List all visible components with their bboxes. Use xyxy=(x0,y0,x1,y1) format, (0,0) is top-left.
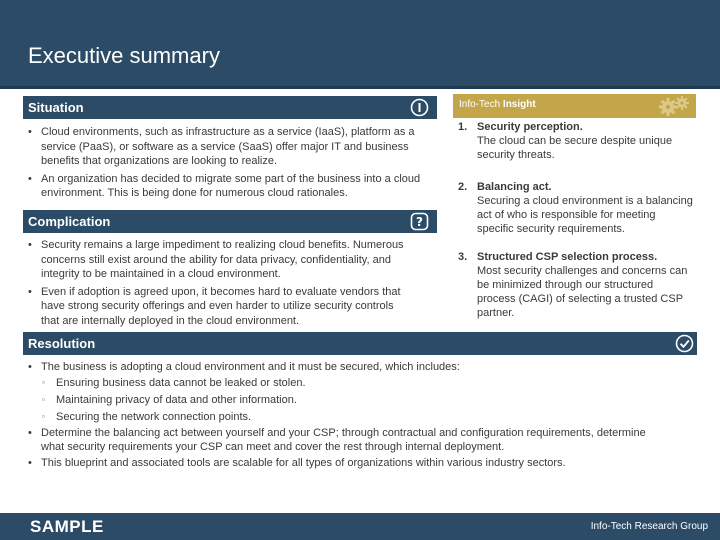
insight-item-heading: Balancing act. xyxy=(477,181,552,193)
insight-item xyxy=(458,180,694,236)
gears-icon xyxy=(657,94,691,123)
situation-title: Situation xyxy=(28,100,84,115)
list-item: • Security remains a large impediment to realizing cloud benefits. Numerous concerns still exist around the ability for data privacy, confidentiality, and integrity to be maintained in a cloud environment. xyxy=(28,238,414,282)
list-item: • This blueprint and associated tools are scalable for all types of organizations within various industry sectors. xyxy=(28,456,668,470)
situation-bullets xyxy=(28,125,428,204)
svg-text:?: ? xyxy=(416,215,423,229)
insight-bar xyxy=(453,94,696,118)
insight-item xyxy=(458,250,694,320)
title-banner xyxy=(0,0,720,89)
insight-label-prefix: Info-Tech xyxy=(459,99,501,110)
info-icon xyxy=(410,98,429,120)
sub-list-item: ▫ Ensuring business data cannot be leaked or stolen. xyxy=(28,376,668,390)
complication-bullets xyxy=(28,238,414,331)
insight-item-title xyxy=(458,180,694,194)
check-circle-icon xyxy=(675,334,694,356)
insight-item-number: 2. xyxy=(458,181,468,193)
list-item: • An organization has decided to migrate some part of the business into a cloud environment. This is being done for numerous cloud rationales. xyxy=(28,172,428,201)
list-item: • Determine the balancing act between yourself and your CSP; through contractual and configuration requirements, determine what security requirements your CSP can meet and cover the rest through internal deployment. xyxy=(28,426,668,454)
resolution-bar xyxy=(23,332,697,355)
insight-list xyxy=(458,120,694,334)
insight-item-body: Most security challenges and concerns can be minimized through our structured process (CAGI) of selecting a trusted CSP partner. xyxy=(477,265,688,319)
list-item: • Even if adoption is agreed upon, it becomes hard to evaluate vendors that have strong security offerings and even harder to utilize security controls that are internally deployed in the cloud environment. xyxy=(28,285,414,329)
sub-list-item: ▫ Maintaining privacy of data and other information. xyxy=(28,393,668,407)
sample-watermark: SAMPLE xyxy=(30,517,104,536)
situation-bar xyxy=(23,96,437,119)
sub-list-item: ▫ Securing the network connection points. xyxy=(28,410,668,424)
insight-label xyxy=(459,99,536,110)
insight-item xyxy=(458,120,694,162)
insight-item-number: 3. xyxy=(458,251,468,263)
insight-item-title xyxy=(458,250,694,264)
insight-item-body: Securing a cloud environment is a balancing act of who is responsible for meeting specific security requirements. xyxy=(477,195,693,235)
insight-item-title xyxy=(458,120,694,134)
page-title: Executive summary xyxy=(28,43,220,68)
insight-item-number: 1. xyxy=(458,121,468,133)
question-icon xyxy=(410,212,429,234)
complication-bar xyxy=(23,210,437,233)
insight-label-strong: Insight xyxy=(502,99,536,110)
footer xyxy=(0,513,720,540)
list-item: • The business is adopting a cloud environment and it must be secured, which includes: xyxy=(28,360,668,374)
insight-item-heading: Structured CSP selection process. xyxy=(477,251,658,263)
brand-name: Info-Tech Research Group xyxy=(590,521,708,532)
complication-title: Complication xyxy=(28,214,111,229)
resolution-bullets xyxy=(28,360,668,473)
resolution-title: Resolution xyxy=(28,336,96,351)
list-item: • Cloud environments, such as infrastructure as a service (IaaS), platform as a service (PaaS), or software as a service (SaaS) offer major IT and business benefits that organizations are looking to realize. xyxy=(28,125,428,169)
insight-item-body: The cloud can be secure despite unique security threats. xyxy=(477,135,673,161)
insight-item-heading: Security perception. xyxy=(477,121,583,133)
